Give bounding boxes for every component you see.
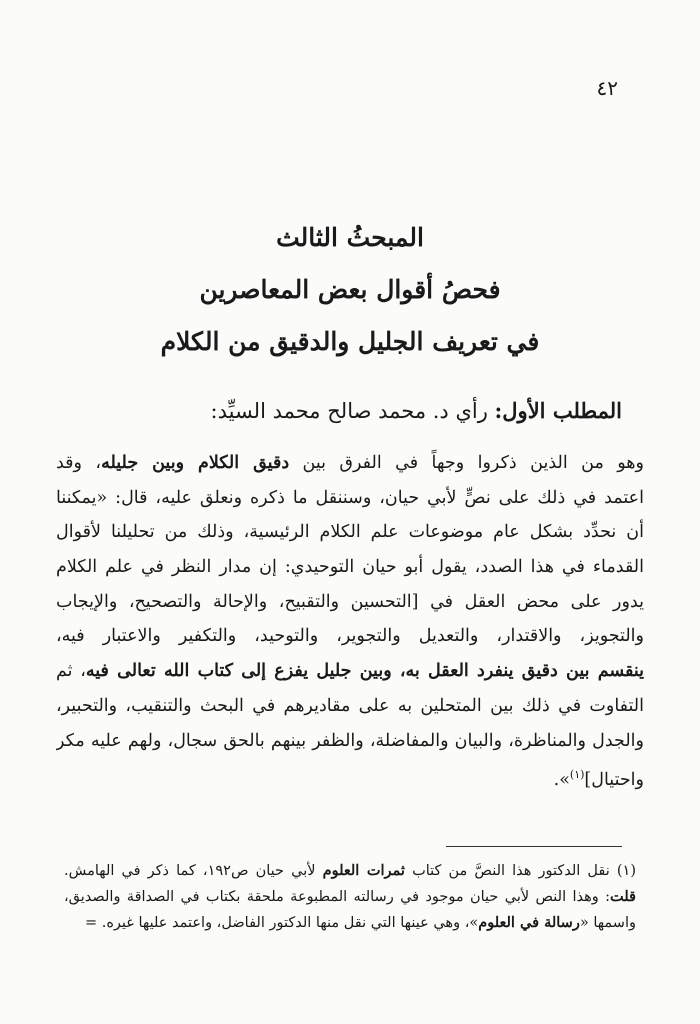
body-text-run: ». [553,770,570,791]
body-bold-run: دقيق الكلام وبين جليله [101,453,290,473]
body-line: القدماء في هذا الصدد، يقول أبو حيان التوحيدي: إن مدار النظر في علم الكلام [56,557,644,578]
section-label: المطلب الأول: [494,398,622,423]
body-line: يدور على محض العقل في [التحسين والتقبيح، والإحالة والتصحيح، والإيجاب [56,591,644,612]
chapter-subtitle: فحصُ أقوال بعض المعاصرين [199,275,501,304]
footnote-line [64,910,636,936]
footnote-line [64,884,636,910]
footnote-bold-run: ثمرات العلوم [322,862,405,879]
body-line: اعتمد في ذلك على نصٍّ لأبي حيان، وسننقل ما ذكره ونعلق عليه، قال: «يمكننا [56,487,644,508]
footnote-text-run: »، وهي عينها التي نقل منها الدكتور الفاضل، واعتمد عليها غيره. = [84,915,479,931]
chapter-subtitle-2: في تعريف الجليل والدقيق من الكلام [160,327,540,356]
body-text-run: وهو من الذين ذكروا وجهاً في الفرق بين [289,453,644,473]
body-line [56,446,644,481]
body-line: والتجويز، والاقتدار، والتعديل والتجوير، والتوحيد، والتكفير والاعتبار فيه، [56,626,644,647]
body-text-run: ، وقد [56,453,102,473]
body-text-run: واحتيال] [584,770,644,791]
footnote-bold-run: رسالة في العلوم [478,914,580,931]
footnote-marker: (١) [569,768,585,782]
chapter-title: المبحثُ الثالث [276,223,424,252]
section-title: رأي د. محمد صالح محمد السيِّد: [210,399,488,423]
body-line [56,654,644,689]
page-number: ٤٢ [596,76,618,100]
chapter-titles [60,212,640,368]
footnote-bold-run: قلت [610,888,636,905]
footnote-text-run: : وهذا النص لأبي حيان موجود في رسالته المطبوعة ملحقة بكتاب في الصداقة والصديق، [64,889,611,905]
footnote-line [64,858,636,884]
body-paragraph [56,446,644,793]
footnote-text-run: واسمها « [579,915,636,931]
body-line: أن نحدِّد بشكل عام موضوعات علم الكلام الرئيسية، وذلك من تحليلنا لأقوال [56,522,644,543]
body-bold-run: ينقسم بين دقيق ينفرد العقل به، وبين جليل يفزع إلى كتاب الله تعالى فيه [85,661,644,682]
body-text-run: ، ثم [56,661,86,682]
body-line: والجدل والمناظرة، والبيان والمفاضلة، والظفر بينهم بالحق سجال، ولهم عليه مكر [56,730,644,751]
footnotes [64,858,636,936]
footnote-divider [446,846,622,847]
footnote-text-run: لأبي حيان ص١٩٢، كما ذكر في الهامش. [64,863,323,879]
body-line [56,758,644,793]
body-line: التفاوت في ذلك بين المتحلين به على مقاديرهم في البحث والتنقيب، والتحبير، [56,695,644,716]
section-heading [60,396,622,426]
footnote-text-run: (١) نقل الدكتور هذا النصَّ من كتاب [404,863,636,879]
